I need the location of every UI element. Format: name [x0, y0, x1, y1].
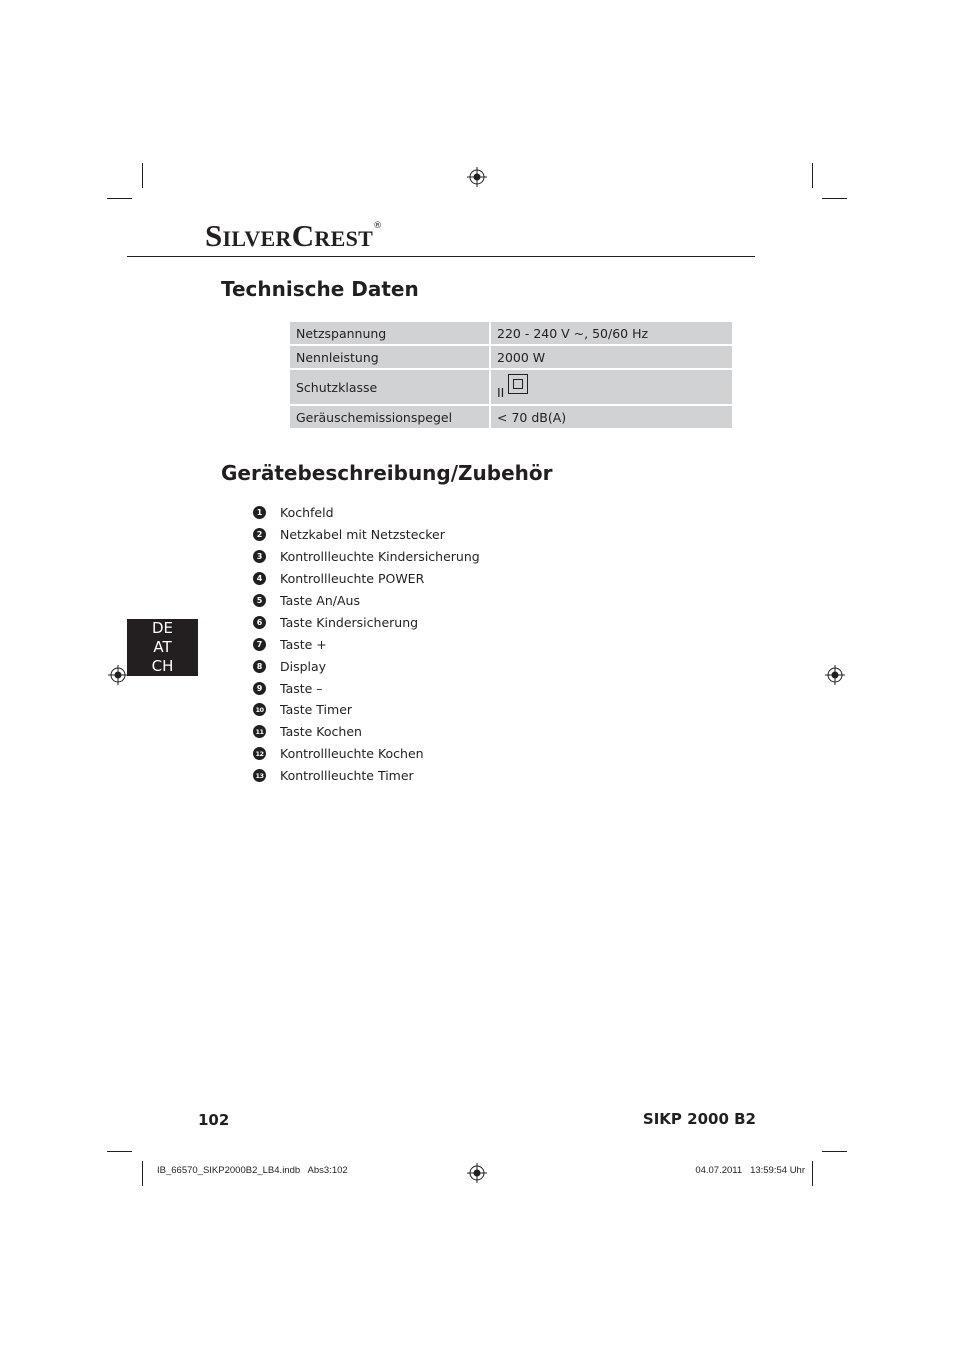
- item-number-badge: 6: [253, 616, 266, 629]
- list-item: [253, 568, 480, 590]
- language-code: DE: [151, 619, 174, 637]
- item-label: Taste Timer: [280, 702, 353, 718]
- section-title-technical-data: Technische Daten: [221, 277, 419, 301]
- list-item: [253, 590, 480, 612]
- list-item: [253, 611, 480, 633]
- item-number-badge: 11: [253, 725, 266, 738]
- language-tab: [127, 619, 198, 676]
- item-number-badge: 12: [253, 747, 266, 760]
- list-item: [253, 502, 480, 524]
- item-number-badge: 8: [253, 660, 266, 673]
- spec-value: 220 - 240 V ~, 50/60 Hz: [491, 322, 732, 344]
- list-item: [253, 655, 480, 677]
- item-label: Taste An/Aus: [280, 593, 360, 608]
- spec-value: [491, 370, 732, 404]
- protection-class-value: II: [497, 384, 505, 400]
- item-number-badge: 7: [253, 638, 266, 651]
- crop-mark: [107, 198, 132, 199]
- spec-label: Schutzklasse: [290, 370, 489, 404]
- item-label: Display: [280, 658, 327, 674]
- spec-table: [290, 322, 732, 430]
- list-item: [253, 677, 480, 699]
- print-slug-timestamp: 04.07.2011 13:59:54 Uhr: [695, 1165, 805, 1176]
- page-number: 102: [198, 1111, 230, 1129]
- item-number-badge: 2: [253, 528, 266, 541]
- item-label: Taste Kindersicherung: [280, 614, 419, 630]
- item-label: Taste Kochen: [280, 724, 362, 740]
- item-label: Kochfeld: [280, 505, 334, 521]
- table-row: [290, 322, 732, 344]
- list-item: [253, 699, 480, 721]
- item-number-badge: 9: [253, 682, 266, 695]
- registration-mark-icon: [825, 665, 845, 685]
- registration-mark-icon: [108, 665, 128, 685]
- crop-mark: [142, 163, 143, 188]
- item-number-badge: 1: [253, 506, 266, 519]
- item-number-badge: 4: [253, 572, 266, 585]
- table-row: [290, 406, 732, 428]
- item-number-badge: 10: [253, 703, 266, 716]
- table-row: [290, 346, 732, 368]
- list-item: [253, 721, 480, 743]
- item-label: Kontrollleuchte Timer: [280, 768, 414, 784]
- item-number-badge: 5: [253, 594, 266, 607]
- list-item: [253, 765, 480, 787]
- language-code: CH: [151, 657, 174, 675]
- model-number: SIKP 2000 B2: [642, 1110, 756, 1128]
- item-number-badge: 13: [253, 769, 266, 782]
- list-item: [253, 743, 480, 765]
- header-rule: [127, 256, 755, 257]
- crop-mark: [812, 1161, 813, 1186]
- crop-mark: [107, 1151, 132, 1152]
- list-item: [253, 633, 480, 655]
- language-code: AT: [153, 638, 172, 656]
- spec-label: Netzspannung: [290, 322, 489, 344]
- list-item: [253, 546, 480, 568]
- item-label: Netzkabel mit Netzstecker: [280, 527, 445, 543]
- spec-label: Geräuschemissionspegel: [290, 406, 489, 428]
- spec-label: Nennleistung: [290, 346, 489, 368]
- spec-value: < 70 dB(A): [491, 406, 732, 428]
- list-item: [253, 524, 480, 546]
- item-label: Taste –: [280, 680, 323, 696]
- item-number-badge: 3: [253, 550, 266, 563]
- crop-mark: [822, 198, 847, 199]
- registration-mark-icon: [467, 167, 487, 187]
- spec-value: 2000 W: [491, 346, 732, 368]
- parts-list: [253, 502, 480, 787]
- print-slug-file: IB_66570_SIKP2000B2_LB4.indb Abs3:102: [157, 1165, 348, 1176]
- crop-mark: [812, 163, 813, 188]
- item-label: Kontrollleuchte Kochen: [280, 746, 424, 762]
- silvercrest-logo: SILVERCREST®: [205, 218, 383, 253]
- item-label: Taste +: [280, 636, 327, 652]
- crop-mark: [142, 1161, 143, 1186]
- table-row: [290, 370, 732, 404]
- item-label: Kontrollleuchte Kindersicherung: [280, 549, 480, 565]
- crop-mark: [822, 1151, 847, 1152]
- section-title-device-description: Gerätebeschreibung/Zubehör: [221, 461, 553, 485]
- registration-mark-icon: [467, 1163, 487, 1183]
- item-label: Kontrollleuchte POWER: [280, 571, 425, 587]
- protection-class-ii-icon: [508, 374, 528, 394]
